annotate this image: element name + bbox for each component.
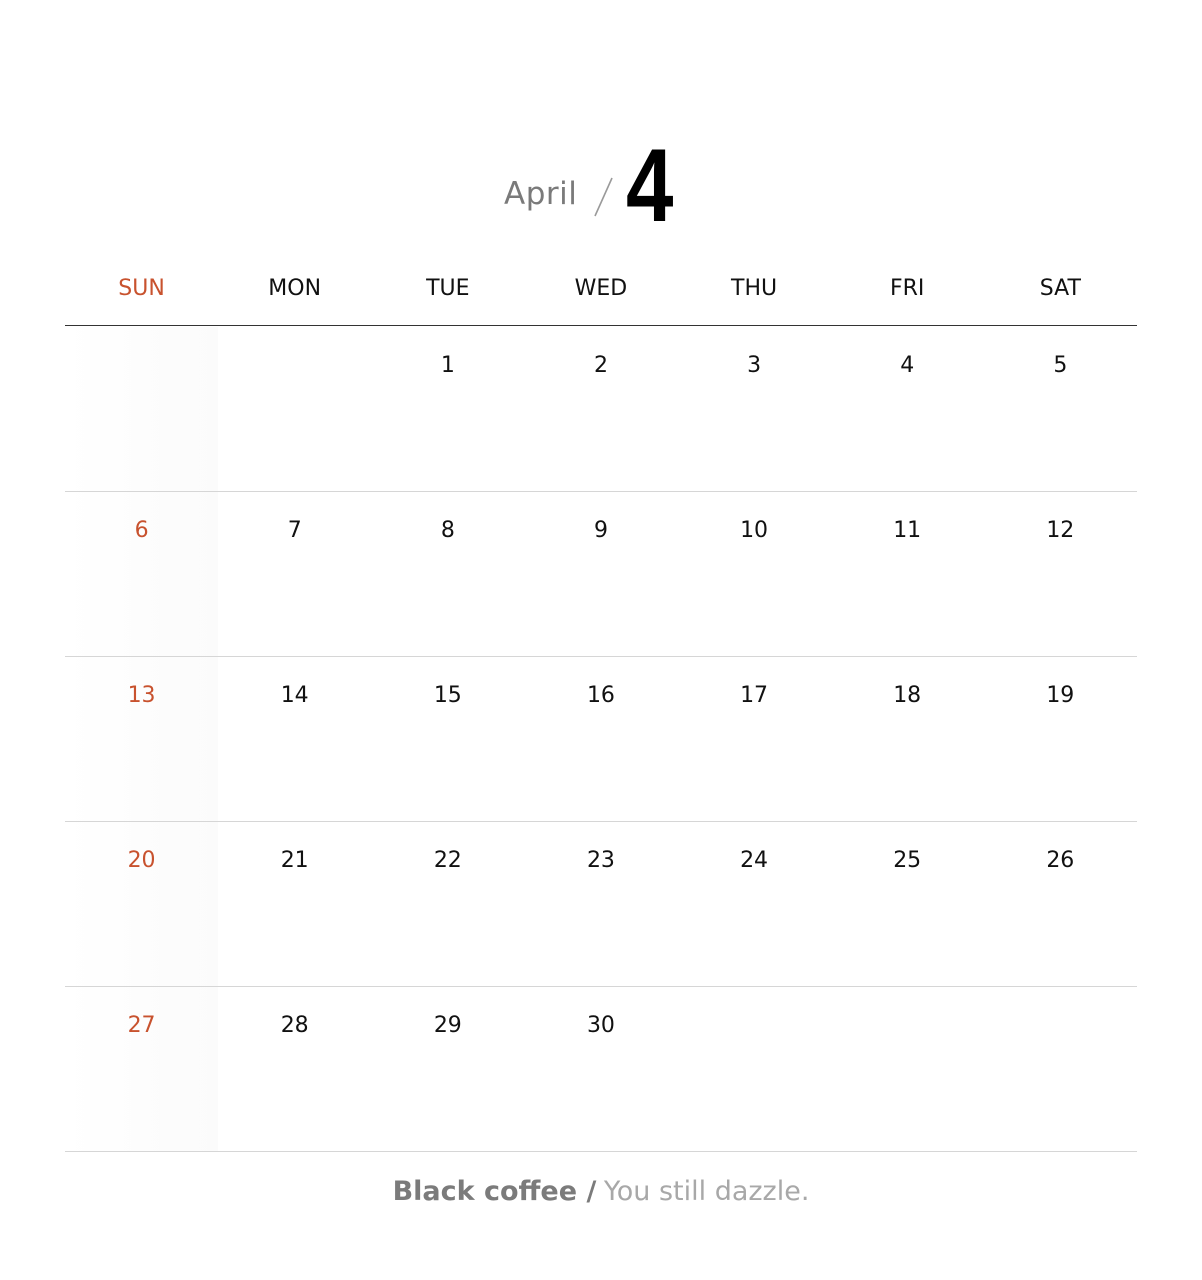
day-cell (218, 327, 371, 491)
day-number: 5 (1053, 353, 1068, 378)
day-cell (678, 657, 831, 821)
day-cell (65, 492, 218, 656)
calendar-grid (65, 327, 1137, 1152)
day-cell (984, 327, 1137, 491)
week-row (65, 657, 1137, 822)
day-number: 16 (586, 683, 615, 708)
day-number: 25 (893, 848, 922, 873)
weekday-wed: WED (574, 276, 628, 301)
day-cell (218, 657, 371, 821)
day-cell (678, 327, 831, 491)
day-cell (524, 657, 677, 821)
day-number: 14 (280, 683, 309, 708)
day-number: 28 (280, 1013, 309, 1038)
day-cell (65, 987, 218, 1151)
day-cell (984, 987, 1137, 1151)
day-number: 12 (1046, 518, 1075, 543)
day-number: 20 (127, 848, 156, 873)
weekday-header (65, 276, 1137, 310)
weekday-fri: FRI (889, 276, 925, 301)
day-cell (678, 987, 831, 1151)
day-cell (831, 492, 984, 656)
day-number: 7 (287, 518, 302, 543)
weekday-sun: SUN (118, 276, 165, 301)
weekday-mon: MON (268, 276, 322, 301)
day-cell (984, 657, 1137, 821)
day-cell (371, 822, 524, 986)
day-cell (371, 492, 524, 656)
day-cell (65, 822, 218, 986)
day-cell (831, 657, 984, 821)
day-cell (524, 822, 677, 986)
week-row (65, 492, 1137, 657)
day-number (218, 327, 371, 353)
week-row (65, 327, 1137, 492)
day-number: 17 (740, 683, 769, 708)
weekday-thu: THU (731, 276, 778, 301)
day-number: 18 (893, 683, 922, 708)
day-number: 15 (433, 683, 462, 708)
day-number: 9 (593, 518, 608, 543)
day-number: 23 (586, 848, 615, 873)
day-cell (371, 987, 524, 1151)
divider-slash-icon (592, 176, 614, 218)
day-number: 26 (1046, 848, 1075, 873)
day-cell (65, 327, 218, 491)
day-number: 6 (134, 518, 149, 543)
day-cell (524, 327, 677, 491)
day-number: 24 (740, 848, 769, 873)
footer-tagline (0, 1176, 1202, 1207)
day-cell (678, 822, 831, 986)
day-cell (984, 822, 1137, 986)
day-number: 21 (280, 848, 309, 873)
month-name: April (504, 176, 578, 212)
day-number: 29 (433, 1013, 462, 1038)
day-cell (831, 327, 984, 491)
weekday-tue: TUE (426, 276, 470, 301)
calendar-title (0, 128, 1202, 244)
day-cell (831, 987, 984, 1151)
day-number: 10 (740, 518, 769, 543)
footer-slogan: You still dazzle. (603, 1176, 810, 1207)
day-number (831, 987, 984, 1013)
day-cell (984, 492, 1137, 656)
day-cell (218, 987, 371, 1151)
day-number: 4 (900, 353, 915, 378)
day-number (65, 327, 218, 353)
day-cell (218, 822, 371, 986)
day-number: 11 (893, 518, 922, 543)
day-number: 22 (433, 848, 462, 873)
month-number: 4 (626, 128, 674, 244)
day-cell (218, 492, 371, 656)
day-cell (65, 657, 218, 821)
day-number: 1 (440, 353, 455, 378)
day-number: 13 (127, 683, 156, 708)
day-cell (524, 492, 677, 656)
day-number (984, 987, 1137, 1013)
week-row (65, 987, 1137, 1152)
day-number: 27 (127, 1013, 156, 1038)
week-row (65, 822, 1137, 987)
day-number: 8 (440, 518, 455, 543)
day-cell (524, 987, 677, 1151)
day-cell (831, 822, 984, 986)
day-number: 2 (593, 353, 608, 378)
day-cell (371, 327, 524, 491)
day-number (678, 987, 831, 1013)
day-number: 3 (747, 353, 762, 378)
day-number: 19 (1046, 683, 1075, 708)
day-cell (678, 492, 831, 656)
day-cell (371, 657, 524, 821)
footer-brand: Black coffee / (392, 1176, 597, 1207)
header-divider (65, 325, 1137, 326)
day-number: 30 (586, 1013, 615, 1038)
weekday-sat: SAT (1039, 276, 1081, 301)
